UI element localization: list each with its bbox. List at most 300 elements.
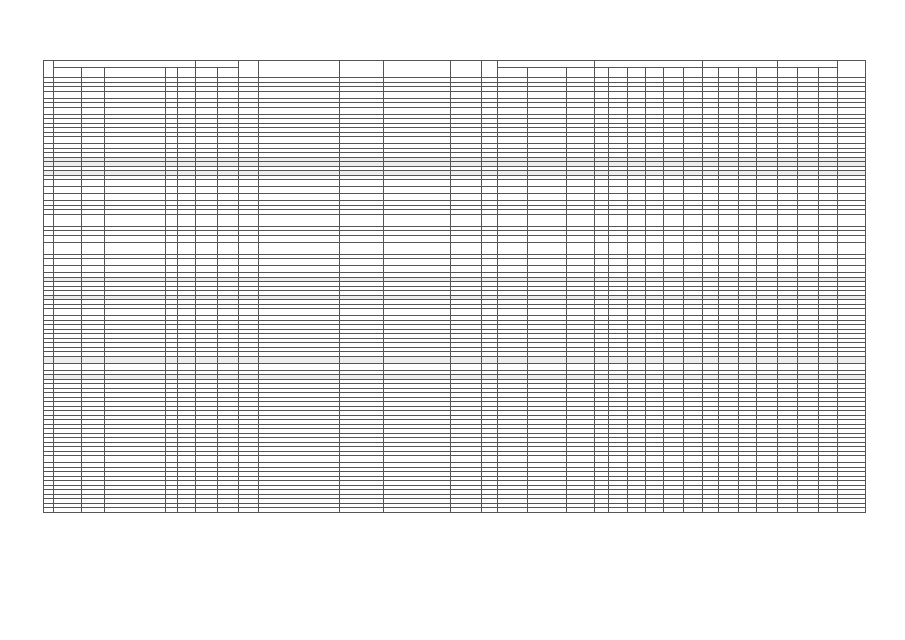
table-cell — [684, 91, 702, 98]
table-cell — [481, 137, 497, 144]
table-row — [44, 259, 866, 266]
table-cell — [528, 180, 567, 187]
table-cell — [497, 242, 527, 254]
table-cell — [177, 180, 195, 187]
table-cell — [238, 363, 258, 370]
table-cell — [497, 363, 527, 370]
table-cell — [451, 356, 481, 363]
table-cell — [177, 356, 195, 363]
table-cell — [82, 187, 104, 194]
table-cell — [238, 180, 258, 187]
table-cell — [481, 187, 497, 194]
table-cell — [196, 508, 218, 513]
table-cell — [528, 363, 567, 370]
table-cell — [177, 187, 195, 194]
table-cell — [645, 242, 663, 254]
table-cell — [177, 508, 195, 513]
col-header-18 — [609, 68, 627, 78]
table-row — [44, 309, 866, 316]
table-cell — [718, 187, 738, 194]
table-cell — [595, 137, 609, 144]
table-cell — [797, 187, 818, 194]
table-cell — [627, 194, 645, 201]
table-cell — [566, 180, 594, 187]
table-cell — [819, 259, 838, 266]
table-cell — [838, 91, 866, 98]
table-cell — [739, 508, 757, 513]
col-header-1 — [54, 68, 82, 78]
table-cell — [595, 508, 609, 513]
table-row — [44, 137, 866, 144]
col-header-9 — [258, 61, 339, 78]
table-cell — [44, 356, 54, 363]
table-cell — [718, 137, 738, 144]
table-cell — [165, 187, 177, 194]
table-cell — [451, 456, 481, 463]
table-cell — [684, 235, 702, 242]
table-cell — [684, 266, 702, 273]
table-cell — [528, 187, 567, 194]
table-cell — [528, 309, 567, 316]
table-cell — [777, 235, 797, 242]
col-header-14 — [497, 68, 527, 78]
table-cell — [684, 363, 702, 370]
table-cell — [54, 187, 82, 194]
table-cell — [595, 242, 609, 254]
table-cell — [384, 91, 451, 98]
table-cell — [165, 242, 177, 254]
table-cell — [339, 456, 384, 463]
table-cell — [664, 259, 684, 266]
table-cell — [684, 508, 702, 513]
table-cell — [165, 266, 177, 273]
col-header-15 — [528, 68, 567, 78]
table-cell — [739, 456, 757, 463]
table-cell — [497, 356, 527, 363]
table-cell — [339, 180, 384, 187]
table-cell — [664, 456, 684, 463]
table-cell — [451, 187, 481, 194]
table-cell — [819, 356, 838, 363]
table-cell — [819, 137, 838, 144]
table-cell — [451, 508, 481, 513]
table-cell — [384, 235, 451, 242]
table-cell — [777, 363, 797, 370]
table-cell — [44, 508, 54, 513]
table-cell — [238, 309, 258, 316]
table-cell — [528, 508, 567, 513]
table-cell — [609, 266, 627, 273]
table-cell — [797, 180, 818, 187]
table-cell — [218, 259, 238, 266]
table-cell — [645, 214, 663, 226]
table-cell — [218, 194, 238, 201]
table-cell — [384, 508, 451, 513]
table-cell — [819, 309, 838, 316]
table-cell — [238, 214, 258, 226]
col-header-7 — [218, 68, 238, 78]
table-cell — [497, 91, 527, 98]
table-cell — [757, 242, 777, 254]
table-cell — [218, 363, 238, 370]
table-cell — [218, 456, 238, 463]
table-cell — [797, 214, 818, 226]
table-cell — [702, 363, 718, 370]
table-cell — [664, 235, 684, 242]
table-cell — [54, 456, 82, 463]
table-cell — [627, 309, 645, 316]
table-cell — [739, 235, 757, 242]
table-cell — [196, 456, 218, 463]
table-cell — [339, 242, 384, 254]
table-cell — [481, 91, 497, 98]
table-cell — [566, 214, 594, 226]
table-cell — [609, 456, 627, 463]
table-cell — [104, 356, 165, 363]
table-cell — [838, 187, 866, 194]
table-cell — [258, 356, 339, 363]
table-cell — [702, 187, 718, 194]
table-cell — [339, 363, 384, 370]
table-cell — [104, 91, 165, 98]
table-cell — [528, 259, 567, 266]
table-cell — [82, 107, 104, 114]
table-cell — [451, 137, 481, 144]
table-cell — [739, 266, 757, 273]
table-cell — [797, 137, 818, 144]
table-cell — [497, 309, 527, 316]
table-cell — [82, 309, 104, 316]
table-cell — [451, 266, 481, 273]
table-cell — [739, 194, 757, 201]
table-cell — [104, 194, 165, 201]
table-row — [44, 91, 866, 98]
table-cell — [757, 194, 777, 201]
table-cell — [54, 107, 82, 114]
col-header-5 — [177, 68, 195, 78]
table-cell — [165, 180, 177, 187]
table-cell — [566, 107, 594, 114]
table-cell — [838, 107, 866, 114]
table-cell — [757, 259, 777, 266]
table-cell — [165, 508, 177, 513]
table-cell — [609, 91, 627, 98]
table-cell — [757, 235, 777, 242]
table-cell — [177, 363, 195, 370]
table-cell — [54, 91, 82, 98]
table-cell — [497, 508, 527, 513]
table-cell — [54, 137, 82, 144]
col-header-10 — [339, 61, 384, 78]
table-cell — [627, 180, 645, 187]
table-cell — [82, 508, 104, 513]
table-cell — [645, 91, 663, 98]
table-cell — [165, 137, 177, 144]
table-cell — [645, 259, 663, 266]
table-cell — [627, 91, 645, 98]
table-cell — [481, 266, 497, 273]
table-cell — [44, 194, 54, 201]
table-cell — [528, 235, 567, 242]
table-cell — [44, 137, 54, 144]
table-cell — [797, 456, 818, 463]
col-header-13 — [481, 61, 497, 78]
table-cell — [104, 180, 165, 187]
table-cell — [838, 242, 866, 254]
table-cell — [757, 508, 777, 513]
table-cell — [218, 91, 238, 98]
table-cell — [481, 508, 497, 513]
table-cell — [177, 194, 195, 201]
col-header-30 — [838, 61, 866, 78]
table-cell — [739, 91, 757, 98]
table-cell — [258, 187, 339, 194]
table-cell — [82, 242, 104, 254]
table-cell — [384, 242, 451, 254]
table-cell — [797, 107, 818, 114]
table-cell — [54, 508, 82, 513]
table-cell — [258, 235, 339, 242]
table-cell — [238, 508, 258, 513]
table-cell — [339, 137, 384, 144]
table-cell — [384, 137, 451, 144]
table-cell — [339, 187, 384, 194]
table-cell — [609, 180, 627, 187]
table-cell — [627, 259, 645, 266]
header-group-technical — [497, 61, 594, 68]
table-cell — [196, 187, 218, 194]
table-cell — [627, 266, 645, 273]
table-cell — [739, 259, 757, 266]
table-cell — [238, 356, 258, 363]
table-cell — [497, 107, 527, 114]
table-cell — [481, 356, 497, 363]
table-cell — [528, 107, 567, 114]
table-cell — [609, 214, 627, 226]
table-cell — [177, 107, 195, 114]
table-cell — [664, 242, 684, 254]
table-cell — [757, 363, 777, 370]
table-cell — [528, 356, 567, 363]
table-cell — [739, 309, 757, 316]
col-header-12 — [451, 61, 481, 78]
table-cell — [609, 363, 627, 370]
table-cell — [684, 187, 702, 194]
table-cell — [451, 242, 481, 254]
table-cell — [177, 214, 195, 226]
table-cell — [82, 235, 104, 242]
table-cell — [196, 242, 218, 254]
table-cell — [218, 356, 238, 363]
col-header-26 — [757, 68, 777, 78]
table-cell — [384, 356, 451, 363]
table-cell — [595, 456, 609, 463]
table-cell — [609, 508, 627, 513]
table-cell — [54, 356, 82, 363]
table-cell — [819, 363, 838, 370]
table-cell — [702, 242, 718, 254]
register-sheet — [43, 60, 866, 513]
header-group-cadastre — [196, 61, 239, 68]
table-cell — [645, 508, 663, 513]
table-cell — [627, 456, 645, 463]
table-cell — [595, 91, 609, 98]
table-cell — [609, 259, 627, 266]
table-cell — [739, 180, 757, 187]
table-cell — [528, 214, 567, 226]
table-cell — [384, 363, 451, 370]
table-cell — [566, 235, 594, 242]
table-cell — [566, 187, 594, 194]
table-cell — [645, 456, 663, 463]
table-cell — [238, 235, 258, 242]
table-cell — [797, 235, 818, 242]
table-cell — [165, 309, 177, 316]
table-cell — [609, 187, 627, 194]
table-cell — [384, 180, 451, 187]
table-cell — [702, 214, 718, 226]
header-group-misc — [777, 61, 838, 68]
table-cell — [819, 91, 838, 98]
table-cell — [645, 309, 663, 316]
table-cell — [104, 187, 165, 194]
register-header — [44, 61, 866, 78]
table-cell — [566, 137, 594, 144]
table-cell — [44, 187, 54, 194]
table-cell — [258, 363, 339, 370]
table-row — [44, 180, 866, 187]
table-cell — [196, 259, 218, 266]
table-cell — [451, 235, 481, 242]
table-cell — [497, 187, 527, 194]
table-cell — [702, 456, 718, 463]
table-cell — [82, 214, 104, 226]
table-cell — [819, 194, 838, 201]
table-cell — [82, 356, 104, 363]
table-cell — [595, 214, 609, 226]
table-cell — [384, 214, 451, 226]
table-cell — [218, 508, 238, 513]
table-cell — [838, 194, 866, 201]
table-cell — [684, 180, 702, 187]
table-cell — [645, 194, 663, 201]
table-cell — [481, 194, 497, 201]
table-cell — [196, 214, 218, 226]
table-cell — [739, 107, 757, 114]
table-cell — [684, 107, 702, 114]
table-cell — [819, 266, 838, 273]
table-cell — [238, 187, 258, 194]
table-cell — [627, 214, 645, 226]
table-cell — [528, 456, 567, 463]
table-cell — [702, 259, 718, 266]
table-cell — [339, 266, 384, 273]
table-cell — [645, 187, 663, 194]
table-cell — [595, 356, 609, 363]
table-cell — [218, 187, 238, 194]
table-cell — [177, 235, 195, 242]
table-cell — [44, 242, 54, 254]
table-cell — [218, 180, 238, 187]
table-cell — [819, 242, 838, 254]
table-cell — [664, 309, 684, 316]
table-cell — [739, 356, 757, 363]
table-cell — [702, 91, 718, 98]
header-group-address — [54, 61, 196, 68]
table-cell — [339, 309, 384, 316]
table-cell — [777, 137, 797, 144]
table-cell — [664, 137, 684, 144]
table-row — [44, 235, 866, 242]
table-cell — [44, 456, 54, 463]
table-cell — [384, 259, 451, 266]
table-cell — [627, 242, 645, 254]
table-cell — [838, 508, 866, 513]
table-cell — [104, 214, 165, 226]
table-cell — [339, 214, 384, 226]
table-cell — [218, 235, 238, 242]
table-cell — [165, 235, 177, 242]
table-cell — [739, 363, 757, 370]
table-cell — [819, 235, 838, 242]
table-cell — [339, 107, 384, 114]
table-cell — [664, 356, 684, 363]
table-cell — [104, 259, 165, 266]
table-cell — [797, 266, 818, 273]
table-cell — [645, 356, 663, 363]
table-cell — [218, 214, 238, 226]
table-cell — [196, 266, 218, 273]
table-cell — [566, 91, 594, 98]
table-cell — [777, 242, 797, 254]
table-cell — [82, 180, 104, 187]
table-cell — [258, 242, 339, 254]
table-cell — [797, 259, 818, 266]
col-header-11 — [384, 61, 451, 78]
table-cell — [819, 187, 838, 194]
table-cell — [104, 242, 165, 254]
table-cell — [777, 91, 797, 98]
table-cell — [82, 456, 104, 463]
table-cell — [838, 356, 866, 363]
table-cell — [819, 508, 838, 513]
table-cell — [627, 235, 645, 242]
table-cell — [528, 91, 567, 98]
table-cell — [702, 508, 718, 513]
table-row — [44, 356, 866, 363]
table-cell — [645, 266, 663, 273]
table-cell — [664, 107, 684, 114]
table-cell — [777, 187, 797, 194]
table-cell — [797, 309, 818, 316]
table-cell — [218, 309, 238, 316]
table-cell — [566, 242, 594, 254]
register-table — [43, 60, 866, 513]
table-cell — [481, 214, 497, 226]
table-cell — [739, 214, 757, 226]
table-cell — [258, 137, 339, 144]
table-cell — [104, 363, 165, 370]
table-cell — [777, 180, 797, 187]
col-header-3 — [104, 68, 165, 78]
table-cell — [497, 456, 527, 463]
table-cell — [44, 363, 54, 370]
col-header-22 — [684, 68, 702, 78]
table-cell — [451, 259, 481, 266]
table-cell — [819, 180, 838, 187]
table-cell — [684, 309, 702, 316]
table-cell — [44, 91, 54, 98]
